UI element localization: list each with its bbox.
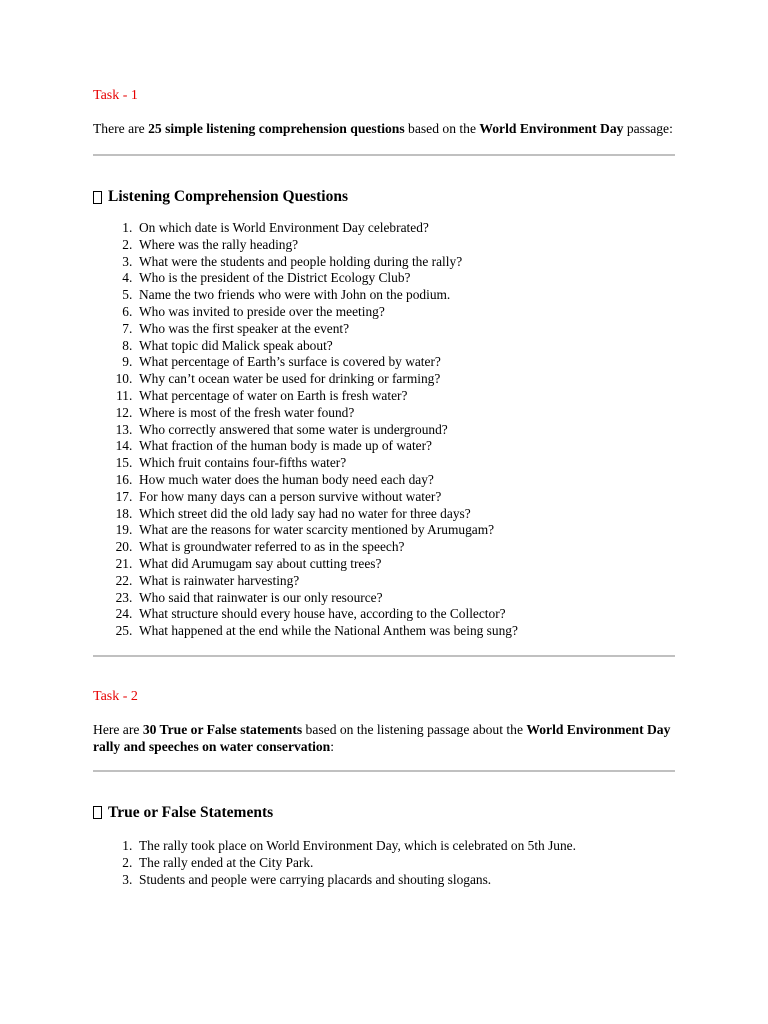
list-item-text: Who was the first speaker at the event?	[139, 320, 350, 336]
question-item	[93, 220, 675, 237]
list-item-text: Where was the rally heading?	[139, 236, 299, 252]
list-item-text: What happened at the end while the National Anthem was being sung?	[139, 623, 518, 639]
list-item-number: 17.	[115, 488, 139, 504]
list-item-text: What fraction of the human body is made up of water?	[139, 438, 433, 454]
intro-bold-text: World Environment Day	[479, 121, 624, 136]
horizontal-rule	[93, 770, 675, 772]
list-item-number: 6.	[122, 303, 139, 319]
task-2-intro	[93, 721, 675, 755]
horizontal-rule	[93, 655, 675, 657]
intro-bold-text: 25 simple listening comprehension questions	[148, 121, 405, 136]
list-item-number: 23.	[115, 589, 139, 605]
question-item	[93, 254, 675, 271]
question-item	[93, 371, 675, 388]
question-item	[93, 489, 675, 506]
list-item-number: 21.	[115, 555, 139, 571]
list-item-text: What is rainwater harvesting?	[139, 572, 300, 588]
question-item	[93, 556, 675, 573]
statement-list	[93, 838, 675, 888]
question-item	[93, 438, 675, 455]
question-item	[93, 539, 675, 556]
question-item	[93, 321, 675, 338]
statement-item	[93, 855, 675, 872]
statement-item	[93, 838, 675, 855]
list-item-text: Who is the president of the District Ecology Club?	[139, 270, 411, 286]
list-item-number: 2.	[122, 854, 139, 870]
list-item-number: 8.	[122, 337, 139, 353]
list-item-number: 11.	[116, 387, 139, 403]
list-item-text: What is groundwater referred to as in the speech?	[139, 539, 405, 555]
list-item-text: Students and people were carrying placards and shouting slogans.	[139, 871, 492, 887]
list-item-text: What are the reasons for water scarcity mentioned by Arumugam?	[139, 522, 495, 538]
question-item	[93, 422, 675, 439]
list-item-number: 1.	[122, 837, 139, 853]
question-item	[93, 405, 675, 422]
question-item	[93, 573, 675, 590]
list-item-number: 2.	[122, 236, 139, 252]
list-item-number: 4.	[122, 270, 139, 286]
question-item	[93, 522, 675, 539]
list-item-number: 12.	[115, 404, 139, 420]
question-item	[93, 304, 675, 321]
question-item	[93, 338, 675, 355]
list-item-text: On which date is World Environment Day celebrated?	[139, 220, 429, 235]
question-item	[93, 590, 675, 607]
list-item-text: What percentage of Earth’s surface is covered by water?	[139, 354, 441, 370]
list-item-text: Who was invited to preside over the meeting?	[139, 303, 385, 319]
question-item	[93, 623, 675, 640]
document-page	[93, 86, 675, 888]
list-item-text: What topic did Malick speak about?	[139, 337, 333, 353]
list-item-text: Who said that rainwater is our only resource?	[139, 589, 383, 605]
task-2-label: Task - 2	[93, 688, 138, 704]
missing-glyph-icon	[93, 191, 102, 204]
list-item-number: 25.	[115, 623, 139, 639]
list-item-text: Why can’t ocean water be used for drinking or farming?	[139, 371, 441, 387]
intro-text: There are	[93, 121, 149, 136]
question-item	[93, 354, 675, 371]
list-item-text: What did Arumugam say about cutting trees?	[139, 555, 382, 571]
list-item-text: Who correctly answered that some water is underground?	[139, 421, 448, 437]
section-title-text: Listening Comprehension Questions	[108, 188, 349, 205]
list-item-text: Name the two friends who were with John on the podium.	[139, 287, 451, 303]
intro-text: passage:	[623, 121, 673, 136]
list-item-number: 9.	[122, 354, 139, 370]
intro-text: based on the	[404, 121, 480, 136]
list-item-number: 15.	[115, 455, 139, 471]
intro-bold-text: World Environment Day rally and speeches on water conservation	[93, 721, 671, 754]
section-title-comprehension	[93, 186, 675, 208]
question-item	[93, 270, 675, 287]
list-item-number: 10.	[115, 371, 139, 387]
list-item-text: The rally ended at the City Park.	[139, 854, 314, 870]
list-item-number: 18.	[115, 505, 139, 521]
question-item	[93, 606, 675, 623]
missing-glyph-icon	[93, 806, 102, 819]
question-item	[93, 237, 675, 254]
question-item	[93, 506, 675, 523]
list-item-text: Which street did the old lady say had no water for three days?	[139, 505, 471, 521]
list-item-text: What percentage of water on Earth is fresh water?	[139, 387, 408, 403]
section-title-true-false	[93, 802, 675, 824]
horizontal-rule	[93, 154, 675, 156]
list-item-text: What structure should every house have, according to the Collector?	[139, 606, 506, 622]
list-item-number: 14.	[115, 438, 139, 454]
question-item	[93, 388, 675, 405]
list-item-text: For how many days can a person survive without water?	[139, 488, 442, 504]
list-item-text: Where is most of the fresh water found?	[139, 404, 355, 420]
task-1-label: Task - 1	[93, 88, 138, 103]
list-item-number: 3.	[122, 871, 139, 887]
list-item-number: 3.	[122, 253, 139, 269]
question-list	[93, 220, 675, 640]
intro-bold-text: 30 True or False statements	[142, 721, 303, 737]
list-item-number: 24.	[115, 606, 139, 622]
list-item-text: What were the students and people holding during the rally?	[139, 253, 463, 269]
question-item	[93, 455, 675, 472]
list-item-number: 20.	[115, 539, 139, 555]
section-title-text: True or False Statements	[108, 803, 274, 821]
intro-text: :	[330, 738, 335, 754]
question-item	[93, 287, 675, 304]
list-item-number: 19.	[115, 522, 139, 538]
task-1-intro	[93, 120, 675, 137]
list-item-number: 7.	[122, 320, 139, 336]
list-item-text: The rally took place on World Environment Day, which is celebrated on 5th June.	[139, 837, 576, 853]
question-item	[93, 472, 675, 489]
list-item-text: Which fruit contains four-fifths water?	[139, 455, 347, 471]
list-item-number: 22.	[115, 572, 139, 588]
list-item-number: 16.	[115, 471, 139, 487]
list-item-number: 5.	[122, 287, 139, 303]
list-item-number: 1.	[122, 220, 139, 235]
intro-text: Here are	[93, 721, 143, 737]
intro-text: based on the listening passage about the	[302, 721, 527, 737]
statement-item	[93, 872, 675, 889]
list-item-text: How much water does the human body need each day?	[139, 471, 434, 487]
list-item-number: 13.	[115, 421, 139, 437]
